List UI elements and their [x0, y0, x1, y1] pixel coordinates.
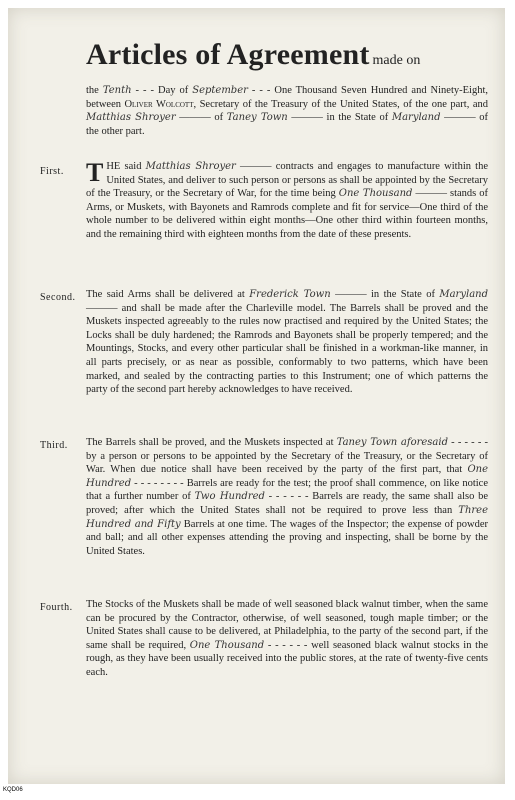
title-main: Articles of Agreement: [86, 38, 370, 71]
opening-text: of the other part.: [86, 112, 489, 137]
handwritten-quantity: One Thousand: [338, 188, 413, 200]
section-label-first: First.: [40, 166, 64, 177]
section-text: well seasoned black walnut stocks in the rough, as they have been usually received into the public stores, at the rate of twenty-five cents each.: [86, 639, 489, 678]
opening-text: in the State of: [326, 112, 389, 124]
section-text: The said Arms shall be delivered at: [86, 289, 245, 300]
section-text: contracts and engages to manufacture within the United States, and deliver to such person or persons as shall be appointed by the Secretary of the Treasury, or the Secretary of War, for the time being: [86, 161, 489, 200]
opening-text: of: [214, 112, 224, 124]
section-third: The Barrels shall be proved, and the Muskets inspected at Taney Town aforesaid - - - - - - by a person or persons to be appointed by the Secretary of the Treasury, or the Secretary of War. When due notice shall have been received by the party of the first part, that One Hundred - - - - - - - - Barrels are ready for the test; the proof shall commence, on like notice that a further number of Two Hundred - - - - - - Barrels are ready, the same shall also be proved; after which the United States shall not be required to prove less than Three Hundred and Fifty Barrels at one time. The wages of the Inspector; the expense of powder and ball; and all other expenses attending the proving and inspecting, shall be borne by the United States.: [86, 437, 489, 557]
section-fourth: The Stocks of the Muskets shall be made of well seasoned black walnut timber, when the same can be procured by the Contractor, otherwise, of well seasoned, tough maple timber; or the United States shall cause to be delivered, at Philadelphia, to the party of the second part, if the same shall be required, One Thousand - - - - - - well seasoned black walnut stocks in the rough, as they have been usually received into the public stores, at the rate of twenty-five cents each.: [86, 599, 489, 678]
handwritten-place: Frederick Town: [249, 289, 331, 300]
section-label-third: Third.: [40, 440, 68, 451]
handwritten-state: Maryland: [391, 112, 441, 124]
section-text: The Barrels shall be proved, and the Muskets inspected at: [86, 437, 334, 448]
section-text: stands of Arms, or Muskets, with Bayonets and Ramrods complete and fit for service—One third of the whole number to be delivered within eight months—One other third within fourteen months, and the remaining third with eighteen months from the date of these presents.: [86, 188, 489, 240]
opening-paragraph: the Tenth - - - Day of September - - - One Thousand Seven Hundred and Ninety-Eight, between Oliver Wolcott, Secretary of the Treasury of the United States, of the one part, and Matthias Shroyer ——— of Taney Town ——— in the State of Maryland ——— of the other part.: [86, 85, 489, 137]
handwritten-state: Maryland: [439, 289, 488, 300]
handwritten-quantity: One Hundred: [86, 464, 488, 489]
section-first: T HE said Matthias Shroyer ——— contracts and engages to manufacture within the United States, and deliver to such person or persons as shall be appointed by the Secretary of the Treasury, or the Secretary of War, for the time being One Thousand ——— stands of Arms, or Muskets, with Bayonets and Ramrods complete and fit for service—One third of the whole number to be delivered within eight months—One other third within fourteen months, and the remaining third with eighteen months from the date of these presents.: [86, 158, 489, 240]
archive-tag: KQD06: [3, 787, 23, 793]
title-tail: made on: [372, 53, 421, 68]
opening-text: One Thousand Seven Hundred and Ninety-Eight, between: [86, 85, 489, 110]
handwritten-day: Tenth: [102, 85, 132, 96]
handwritten-place: Taney Town aforesaid: [336, 437, 448, 448]
party-name: Oliver Wolcott: [124, 98, 194, 110]
drop-cap: T: [86, 158, 104, 187]
section-label-fourth: Fourth.: [40, 602, 73, 613]
section-text: The Stocks of the Muskets shall be made of well seasoned black walnut timber, when the same can be procured by the Contractor, otherwise, of well seasoned, tough maple timber; or the United States shall cause to be delivered, at Philadelphia, to the party of the second part, if the same shall be required,: [86, 599, 488, 651]
handwritten-contractor: Matthias Shroyer: [145, 161, 236, 172]
handwritten-town: Taney Town: [226, 112, 288, 124]
section-label-second: Second.: [40, 292, 76, 303]
handwritten-quantity: One Thousand: [189, 639, 265, 651]
section-text: and shall be made after the Charleville model. The Barrels shall be proved and the Muskets inspected agreeably to the rules now practised and required by the United States; the Locks shall be duly hardened; the Ramrods and Bayonets shall be properly tempered; and the Mountings, Stocks, and every other particular shall be finished in a workman-like manner, in all parts precisely, or as near as possible, conformably to two patterns, which have been marked, and sealed by the contracting parties to this Instrument; one of which patterns the party of the second part hereby acknowledges to have received.: [86, 302, 489, 396]
handwritten-quantity: Two Hundred: [194, 491, 265, 503]
handwritten-quantity: Three Hundred and Fifty: [86, 504, 489, 530]
opening-text: the: [86, 85, 99, 96]
section-text: Barrels are ready for the test; the proof shall commence, on like notice that a further number of: [86, 477, 488, 503]
section-text: Barrels at one time. The wages of the Inspector; the expense of powder and ball; and all other expenses attending the proving and inspecting, shall be borne by the United States.: [86, 518, 488, 557]
section-text: by a person or persons to be appointed by the Secretary of the Treasury, or the Secretary of War. When due notice shall have been received by the party of the first part, that: [86, 450, 488, 476]
section-second: The said Arms shall be delivered at Frederick Town ——— in the State of Maryland ——— and shall be made after the Charleville model. The Barrels shall be proved and the Muskets inspected agreeably to the rules now practised and required by the United States; the Locks shall be duly hardened; the Ramrods and Bayonets shall be properly tempered; and the Mountings, Stocks, and every other particular shall be finished in a workman-like manner, in all parts precisely, or as near as possible, conformably to two patterns, which have been marked, and sealed by the contracting parties to this Instrument; one of which patterns the party of the second part hereby acknowledges to have received.: [86, 289, 489, 396]
opening-text: Day of: [157, 85, 189, 96]
section-text: Barrels are ready, the same shall also be proved; after which the United States shall not be required to prove less than: [86, 491, 488, 516]
document-title: [86, 38, 506, 72]
section-text: HE said: [106, 161, 142, 172]
opening-text: , Secretary of the Treasury of the United States, of the one part, and: [193, 98, 488, 110]
section-text: in the State of: [371, 289, 435, 300]
handwritten-contractor: Matthias Shroyer: [86, 112, 176, 124]
handwritten-month: September: [192, 85, 248, 96]
